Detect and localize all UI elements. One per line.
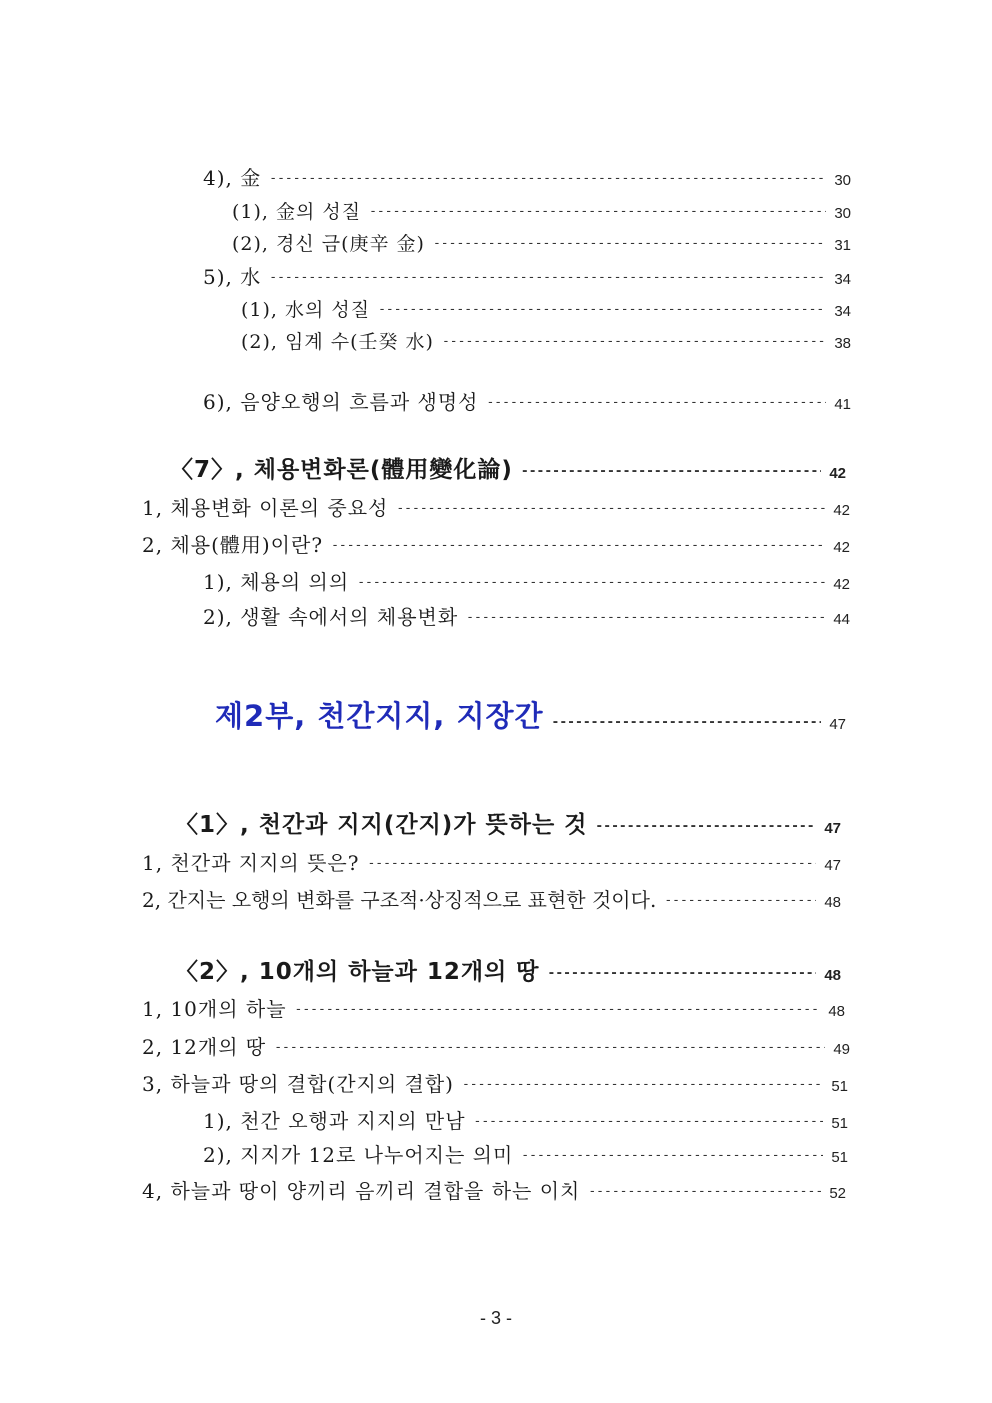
dot-leader: [664, 893, 816, 908]
dot-leader: [521, 1148, 823, 1163]
toc-entry-label: 〈1〉, 천간과 지지(간지)가 뜻하는 것: [175, 812, 588, 838]
toc-entry: [203, 601, 850, 630]
toc-entry-label: 〈7〉, 체용변화론(體用變化論): [170, 457, 513, 483]
dot-leader: [462, 1077, 823, 1092]
toc-entry-label: (2), 경신 금(庚辛 金): [232, 233, 425, 255]
toc-entry-label: 2), 생활 속에서의 체용변화: [203, 605, 459, 629]
toc-entry-label: 1, 10개의 하늘: [142, 997, 287, 1021]
toc-page-number: 47: [824, 820, 841, 837]
toc-page-number: 30: [834, 205, 851, 222]
toc-entry-label: 〈2〉, 10개의 하늘과 12개의 땅: [175, 959, 540, 985]
toc-entry-label: 2, 12개의 땅: [142, 1035, 267, 1059]
toc-entry-label: 5), 水: [203, 265, 262, 289]
dot-leader: [269, 171, 826, 186]
toc-page-number: 52: [829, 1185, 846, 1202]
toc-entry: [203, 1139, 848, 1168]
toc-page-number: 41: [834, 396, 851, 413]
toc-page-number: 34: [834, 303, 851, 320]
toc-page-number: 48: [824, 967, 841, 984]
toc-entry: [203, 566, 850, 595]
toc-entry-metal: [203, 162, 851, 191]
toc-entry: [142, 993, 845, 1022]
toc-page-number: 49: [833, 1041, 850, 1058]
toc-page-number: 51: [831, 1149, 848, 1166]
dot-leader: [367, 856, 816, 871]
toc-entry-water-nature: [241, 295, 851, 322]
dot-leader: [474, 1114, 824, 1129]
toc-section-heading: [175, 806, 841, 839]
toc-entry: [142, 1068, 848, 1097]
dot-leader: [378, 302, 826, 317]
toc-page-number: 47: [829, 716, 846, 733]
toc-entry-gyeongsin: [232, 229, 851, 256]
toc-entry-label: 1, 체용변화 이론의 중요성: [142, 496, 389, 520]
toc-entry-label: 3, 하늘과 땅의 결합(간지의 결합): [142, 1072, 454, 1096]
toc-entry-label: 6), 음양오행의 흐름과 생명성: [203, 390, 479, 414]
toc-page-number: 38: [834, 335, 851, 352]
toc-entry-label: 2, 체용(體用)이란?: [142, 533, 324, 557]
toc-entry: [142, 492, 850, 521]
toc-entry: [142, 884, 841, 913]
toc-page-number: 51: [831, 1078, 848, 1095]
toc-entry-water: [203, 261, 851, 290]
dot-leader: [295, 1002, 821, 1017]
dot-leader: [433, 236, 826, 251]
toc-entry-label: (1), 金의 성질: [232, 201, 362, 223]
toc-entry-label: 4, 하늘과 땅이 양끼리 음끼리 결합을 하는 이치: [142, 1179, 581, 1203]
dot-leader: [369, 204, 826, 219]
toc-entry: [142, 1031, 850, 1060]
dot-leader: [486, 395, 826, 410]
toc-page-number: 51: [831, 1115, 848, 1132]
toc-page-number: 34: [834, 271, 851, 288]
toc-entry: [203, 1105, 848, 1134]
toc-section-heading: [175, 953, 841, 986]
toc-part-heading: [215, 694, 846, 735]
toc-entry-label: 제2부, 천간지지, 지장간: [215, 699, 544, 733]
dot-leader: [357, 575, 825, 590]
toc-entry-label: 2), 지지가 12로 나누어지는 의미: [203, 1143, 514, 1167]
toc-page-number: 48: [828, 1003, 845, 1020]
toc-entry-label: (2), 임계 수(壬癸 水): [241, 331, 434, 353]
toc-entry-label: 1), 천간 오행과 지지의 만남: [203, 1109, 466, 1133]
dot-leader: [442, 334, 826, 349]
dot-leader: [521, 464, 821, 479]
toc-page-number: 44: [833, 611, 850, 628]
toc-page-number: 42: [829, 465, 846, 482]
dot-leader: [548, 966, 817, 981]
toc-entry-label: 1, 천간과 지지의 뜻은?: [142, 851, 360, 875]
toc-entry-label: 1), 체용의 의의: [203, 570, 350, 594]
toc-page-number: 48: [824, 894, 841, 911]
toc-page-number: 31: [834, 237, 851, 254]
toc-entry-imgye: [241, 327, 851, 354]
dot-leader: [552, 715, 822, 730]
toc-page-number: 42: [833, 539, 850, 556]
toc-entry-label: (1), 水의 성질: [241, 299, 371, 321]
page-number: - 3 -: [479, 1308, 512, 1328]
toc-section-heading: [170, 451, 846, 484]
dot-leader: [331, 538, 825, 553]
toc-page-number: 30: [834, 172, 851, 189]
toc-entry-yinyang-flow: [203, 386, 851, 415]
toc-entry: [142, 1175, 846, 1204]
toc-page-number: 42: [833, 502, 850, 519]
toc-entry: [142, 529, 850, 558]
dot-leader: [274, 1040, 825, 1055]
dot-leader: [396, 501, 825, 516]
dot-leader: [588, 1184, 821, 1199]
toc-entry-label: 4), 金: [203, 166, 262, 190]
toc-page-number: 47: [824, 857, 841, 874]
toc-entry-metal-nature: [232, 197, 851, 224]
toc-page-number: 42: [833, 576, 850, 593]
toc-entry: [142, 847, 841, 876]
dot-leader: [595, 819, 816, 834]
dot-leader: [466, 610, 825, 625]
dot-leader: [269, 270, 826, 285]
toc-entry-label: 2, 간지는 오행의 변화를 구조적·상징적으로 표현한 것이다.: [142, 888, 657, 912]
